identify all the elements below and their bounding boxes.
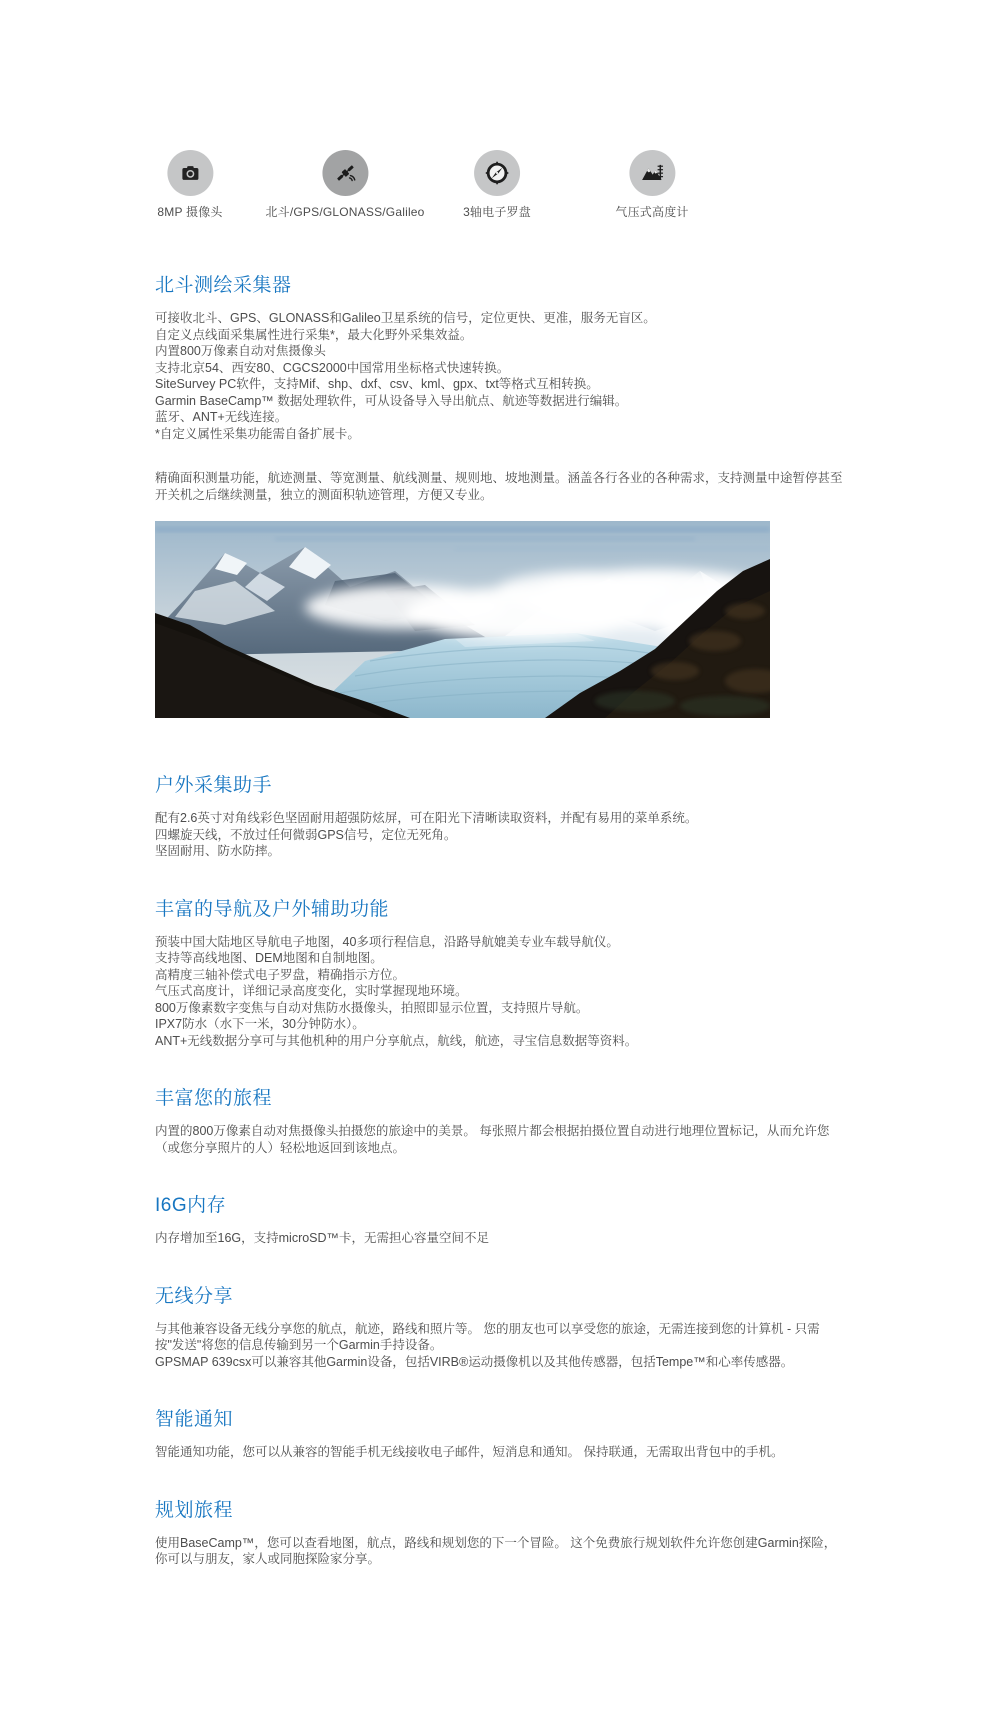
- feature-label: 北斗/GPS/GLONASS/Galileo: [265, 205, 425, 219]
- section-heading: I6G内存: [155, 1195, 227, 1216]
- feature-icons-row: [0, 150, 1000, 219]
- body-line: 气压式高度计，详细记录高度变化，实时掌握现地环境。: [155, 984, 468, 998]
- body-line: 内置800万像素自动对焦摄像头: [155, 344, 326, 358]
- section-body: [155, 310, 845, 442]
- body-line: 支持北京54、西安80、CGCS2000中国常用坐标格式快速转换。: [155, 360, 510, 375]
- section-heading: 北斗测绘采集器: [155, 275, 292, 296]
- section-heading: 户外采集助手: [155, 775, 273, 796]
- section-body: [155, 1230, 845, 1247]
- section-body: [155, 1535, 845, 1568]
- section-body: [155, 1321, 845, 1371]
- section-body: [155, 810, 845, 860]
- body-line: IPX7防水（水下一米，30分钟防水）。: [155, 1017, 365, 1031]
- body-paragraph: 精确面积测量功能，航迹测量、等宽测量、航线测量、规则地、坡地测量。涵盖各行各业的各种需求，支持测量中途暂停甚至开关机之后继续测量，独立的测面积轨迹管理，方便又专业。: [155, 471, 843, 502]
- section-wireless-sharing: [155, 1281, 845, 1371]
- body-paragraph: 与其他兼容设备无线分享您的航点，航迹，路线和照片等。 您的朋友也可以享受您的旅途，无需连接到您的计算机 - 只需按"发送"将您的信息传输到另一个Garmin手持设备。: [155, 1321, 820, 1352]
- body-line: GPSMAP 639csx可以兼容其他Garmin设备，包括VIRB®运动摄像机以及其他传感器，包括Tempe™和心率传感器。: [155, 1354, 794, 1369]
- section-beidou-collector: [155, 270, 845, 718]
- section-smart-notifications: [155, 1404, 845, 1461]
- body-line: *自定义属性采集功能需自备扩展卡。: [155, 426, 360, 441]
- altimeter-icon: [629, 150, 675, 196]
- feature-camera: [157, 150, 222, 220]
- feature-label: 3轴电子罗盘: [463, 205, 531, 219]
- body-line: 可接收北斗、GPS、GLONASS和Galileo卫星系统的信号，定位更快、更准，服务无盲区。: [155, 311, 656, 325]
- section-body: [155, 1123, 845, 1156]
- body-paragraph: 使用BaseCamp™，您可以查看地图，航点，路线和规划您的下一个冒险。 这个免费旅行规划软件允许您创建Garmin探险，你可以与朋友，家人或同胞探险家分享。: [155, 1535, 837, 1566]
- satellite-icon: [322, 150, 368, 196]
- body-line: Garmin BaseCamp™ 数据处理软件，可从设备导入导出航点、航迹等数据进行编辑。: [155, 393, 628, 408]
- bottom-whitespace: [155, 1568, 845, 1728]
- body-line: 自定义点线面采集属性进行采集*，最大化野外采集效益。: [155, 327, 473, 342]
- feature-label: 气压式高度计: [615, 205, 689, 219]
- section-body-2: [155, 470, 845, 503]
- section-plan-journey: [155, 1495, 845, 1568]
- body-line: ANT+无线数据分享可与其他机种的用户分享航点，航线，航迹，寻宝信息数据等资料。: [155, 1033, 638, 1048]
- body-paragraph: 内存增加至16G，支持microSD™卡，无需担心容量空间不足: [155, 1231, 490, 1245]
- feature-compass: [463, 150, 531, 220]
- section-heading: 规划旅程: [155, 1499, 234, 1521]
- section-body: [155, 934, 845, 1050]
- body-line: 预装中国大陆地区导航电子地图，40多项行程信息，沿路导航媲美专业车载导航仪。: [155, 934, 619, 949]
- section-body: [155, 1444, 845, 1461]
- camera-icon: [167, 150, 213, 196]
- body-line: 蓝牙、ANT+无线连接。: [155, 410, 288, 424]
- feature-label: 8MP 摄像头: [157, 205, 223, 219]
- content-column: [155, 270, 845, 1728]
- body-line: 支持等高线地图、DEM地图和自制地图。: [155, 951, 383, 965]
- body-line: 配有2.6英寸对角线彩色坚固耐用超强防炫屏，可在阳光下清晰读取资料，并配有易用的菜单系统。: [155, 811, 698, 825]
- body-line: 高精度三轴补偿式电子罗盘，精确指示方位。: [155, 967, 406, 982]
- feature-altimeter: [615, 150, 688, 220]
- compass-icon: [474, 150, 520, 196]
- section-heading: 智能通知: [155, 1409, 234, 1430]
- section-heading: 无线分享: [155, 1285, 234, 1307]
- section-navigation-features: [155, 894, 845, 1050]
- section-heading: 丰富的导航及户外辅助功能: [155, 898, 390, 920]
- body-line: 四螺旋天线，不放过任何微弱GPS信号，定位无死角。: [155, 827, 457, 842]
- body-line: SiteSurvey PC软件，支持Mif、shp、dxf、csv、kml、gpx、txt等格式互相转换。: [155, 377, 599, 391]
- body-paragraph: 智能通知功能，您可以从兼容的智能手机无线接收电子邮件，短消息和通知。 保持联通，无需取出背包中的手机。: [155, 1445, 784, 1459]
- section-heading: 丰富您的旅程: [155, 1088, 273, 1109]
- section-enrich-journey: [155, 1083, 845, 1156]
- section-outdoor-assistant: [155, 770, 845, 860]
- feature-satellite: [265, 150, 424, 220]
- body-line: 坚固耐用、防水防摔。: [155, 844, 281, 858]
- body-paragraph: 内置的800万像素自动对焦摄像头拍摄您的旅途中的美景。 每张照片都会根据拍摄位置自动进行地理位置标记，从而允许您（或您分享照片的人）轻松地返回到该地点。: [155, 1124, 830, 1155]
- glacier-photo: [155, 521, 770, 718]
- body-line: 800万像素数字变焦与自动对焦防水摄像头，拍照即显示位置，支持照片导航。: [155, 1000, 589, 1015]
- section-memory: [155, 1190, 845, 1247]
